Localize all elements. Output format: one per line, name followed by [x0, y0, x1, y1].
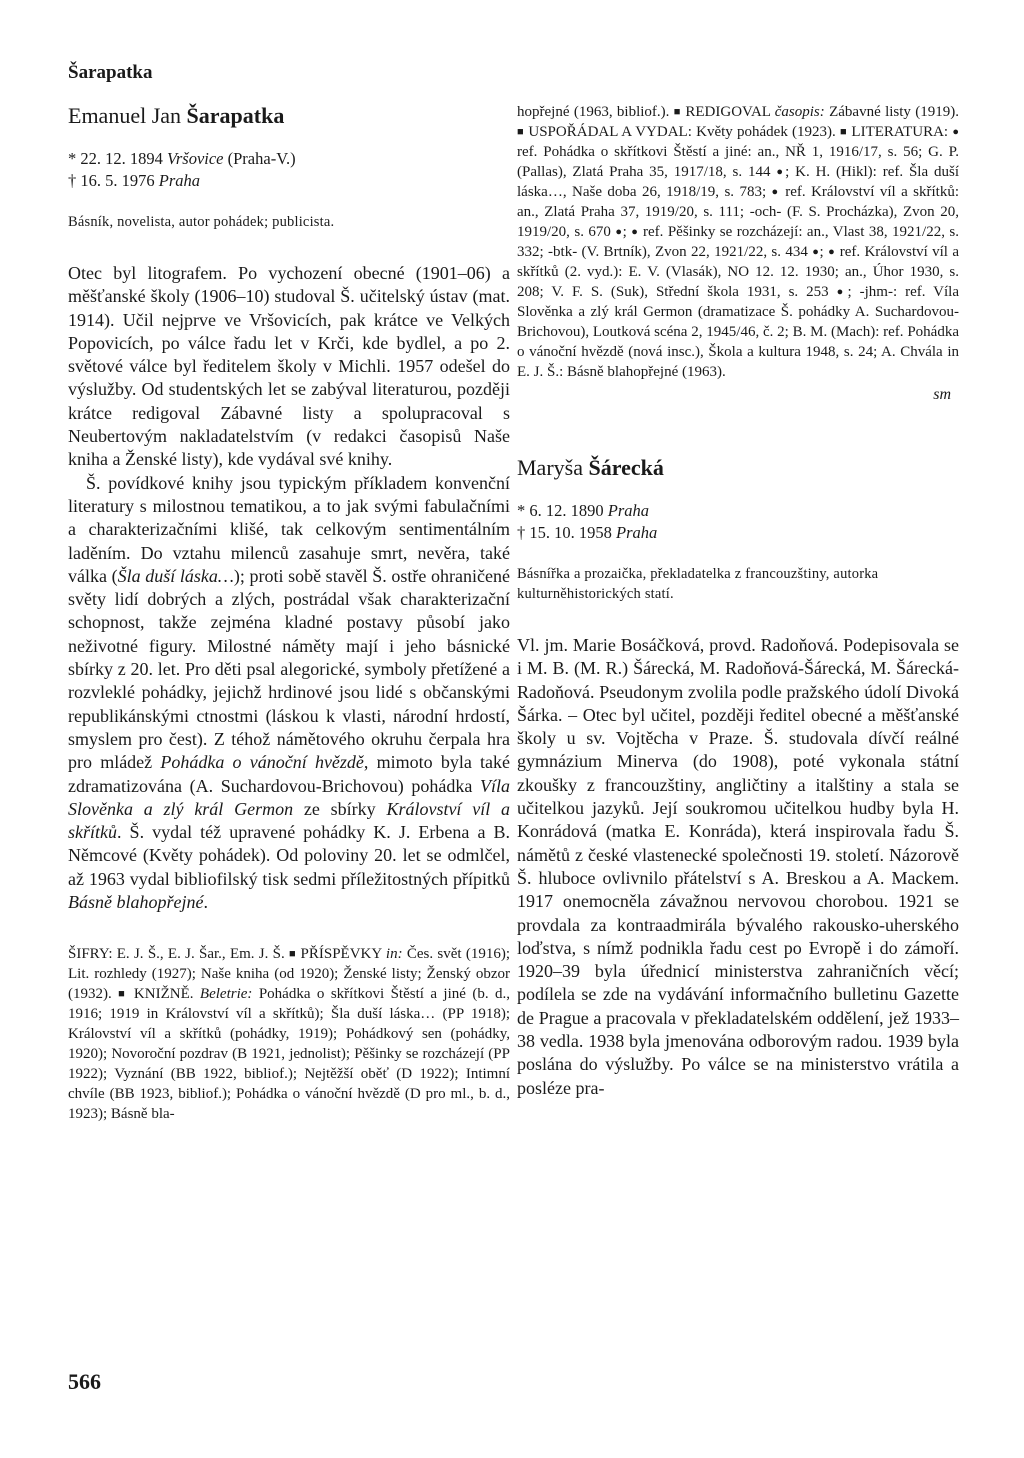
left-column	[68, 102, 510, 1124]
birth-date: * 6. 12. 1890	[517, 501, 608, 520]
entry-first-names: Maryša	[517, 455, 589, 480]
bibliography-continued: hopřejné (1963, bibliof.). ■ REDIGOVAL časopis: Zábavné listy (1919). ■ USPOŘÁDAL A VYDAL: Květy pohádek (1923). ■ LITERATURA: ● ref. Pohádka o skřítkovi Štěstí a jiné: an., NŘ 1, 1916/17, s. 56; G. P. (Pallas), Zlatá Praha 35, 1917/18, s. 144 ●; K. H. (Hikl): ref. Šla duší láska…, Naše doba 26, 1918/19, s. 783; ● ref. Království víl a skřítků: an., Zlatá Praha 37, 1919/20, s. 111; -och- (F. S. Procházka), Zvon 20, 1919/20, s. 670 ●; ● ref. Pěšinky se rozcházejí: an., Vlast 38, 1921/22, s. 332; -btk- (V. Brtník), Zvon 22, 1921/22, s. 434 ●; ● ref. Království víl a skřítků (2. vyd.): E. V. (Vlasák), NO 12. 12. 1930; an., Úhor 1930, s. 208; V. F. S. (Suk), Střední škola 1931, s. 253 ●; -jhm-: ref. Víla Slověnka a zlý král Germon (dramatizace Š. pohádky A. Suchardovou-Brichovou), Loutková scéna 2, 1945/46, č. 2; B. M. (Mach): ref. Pohádka o vánoční hvězdě (nová insc.), Škola a kultura 1948, s. 24; A. Chvála in E. J. Š.: Básně blahopřejné (1963).	[517, 104, 960, 380]
death-place: Praha	[158, 171, 200, 190]
death-date: † 15. 10. 1958	[517, 523, 616, 542]
birth-extra: (Praha-V.)	[223, 149, 296, 168]
entry-subtitle: Básnířka a prozaička, překladatelka z francouzštiny, autorka kulturněhistorických statí.	[517, 566, 879, 602]
separator-square-icon: ■	[118, 988, 128, 1001]
separator-square-icon: ■	[673, 106, 682, 118]
bullet-dot-icon: ●	[776, 166, 786, 178]
entry-heading-sarecka	[517, 454, 959, 482]
entry-first-names: Emanuel Jan	[68, 103, 187, 128]
entry-body	[517, 634, 959, 1100]
death-place: Praha	[616, 523, 658, 542]
page-number: 566	[68, 1369, 101, 1394]
body-paragraph: Vl. jm. Marie Bosáčková, provd. Radoňová. Podepisovala se i M. B. (M. R.) Šárecká, M. Radoňová-Šárecká, M. Šárecká-Radoňová. Pseudonym zvolila podle pražského údolí Divoká Šárka. – Otec byl učitel, později ředitel obecné a měšťanské školy u sv. Vojtěcha v Praze. Š. studovala dívčí reálné gymnázium Minerva (do 1908), poté vykonala státní zkoušky z francouzštiny, angličtiny a italštiny a stala se učitelkou jazyků. Její soukromou učitelkou hudby byla H. Konrádová (matka E. Konráda), která inspirovala řadu Š. námětů z české vlastenecké společnosti 19. století. Názorově Š. hluboce ovlivnilo přátelství s A. Breskou a A. Mackem. 1917 onemocněla závažnou nervovou chorobou. 1921 se provdala za kontraadmirála bývalého rakousko-uherského loďstva, s nímž podnikla řadu cest po Evropě i do zámoří. 1920–39 byla úřednicí ministerstva zahraničních věcí; podílela se zde na vydávání informačního bulletinu Gazette de Prague a pracovala v překladatelském oddělení, jež 1933–38 vedla. 1938 byla jmenována odborovým radou. 1939 byla poslána do výslužby. Po válce se na ministerstvo vrátila a posléze pra-	[517, 635, 959, 1098]
running-head: Šarapatka	[68, 62, 153, 83]
entry-surname: Šarapatka	[186, 103, 285, 128]
bullet-dot-icon: ●	[812, 246, 820, 258]
birth-line	[517, 500, 959, 522]
birth-place: Praha	[607, 501, 649, 520]
death-line	[517, 522, 959, 544]
body-paragraph: Š. povídkové knihy jsou typickým příkladem konvenční literatury s milostnou tematikou, a to jak svými fabulačními a charakterizačními klišé, tak celkovým sentimentálním laděním. Do vztahu milenců zasahuje smrt, nevěra, také válka (Šla duší láska…); proti sobě stavěl Š. ostře ohraničené světy lidí dobrých a zlých, postrádal však charakterizační schopnost, takže zejména kladné postavy působí jako neživotné figury. Milostné náměty mají i jeho básnické sbírky z 20. let. Pro děti psal alegorické, symboly přetížené a rozvleklé pohádky, jejichž hrdinové jsou lidé s občanskými republikánskými ctnostmi (láskou k vlasti, národní hrdostí, smyslem pro čest). Z téhož námětového okruhu čerpala hra pro mládež Pohádka o vánoční hvězdě, mimoto byla také zdramatizována (A. Suchardovou-Brichovou) pohádka Víla Slověnka a zlý král Germon ze sbírky Království víl a skřítků. Š. vydal též upravené pohádky K. J. Erbena a B. Němcové (Květy pohádek). Od poloviny 20. let se odmlčel, až 1963 vydal bibliofilský tisk sedmi příležitostných přípitků Básně blahopřejné.	[68, 472, 510, 913]
separator-square-icon: ■	[517, 126, 525, 138]
birth-place: Vršovice	[167, 149, 224, 168]
bullet-dot-icon: ●	[836, 286, 848, 298]
entry-body	[68, 262, 510, 914]
bullet-dot-icon: ●	[631, 226, 639, 238]
body-paragraph: Otec byl litografem. Po vychození obecné (1901–06) a měšťanské školy (1906–10) studoval Š. učitelský ústav (mat. 1914). Učil nejprve ve Vršovicích, pak krátce ve Velkých Popovicích, po válce řadu let v Krči, kde bydlel, a po 2. světové válce byl ředitelem školy v Michli. 1957 odešel do výslužby. Od studentských let se zabýval literaturou, později krátce redigoval Zábavné listy a spolupracoval s Neubertovým nakladatelstvím (v redakci časopisů Naše kniha a Ženské listy), kde vydával své knihy.	[68, 263, 510, 470]
entry-subtitle: Básník, novelista, autor pohádek; publicista.	[68, 214, 335, 230]
bibliography: ŠIFRY: E. J. Š., E. J. Šar., Em. J. Š. ■ PŘÍSPĚVKY in: Čes. svět (1916); Lit. rozhledy (1927); Naše kniha (od 1920); Ženské listy; Ženský obzor (1932). ■ KNIŽNĚ. Beletrie: Pohádka o skřítkovi Štěstí a jiné (b. d., 1916; 1919 in Království víl a skřítků); Šla duší láska… (PP 1918); Království víl a skřítků (pohádky, 1919); Pohádkový sen (pohádky, 1920); Novoroční pozdrav (B 1921, jednolist); Pěšinky se rozcházejí (PP 1922); Vyznání (BB 1922, bibliof.); Nejtěžší oběť (D 1922); Intimní chvíle (BB 1923, bibliof.); Pohádka o vánoční hvězdě (D pro ml., b. d., 1923); Básně bla-	[68, 946, 510, 1123]
right-column	[517, 102, 959, 1100]
entry-heading-sarapatka	[68, 102, 510, 130]
birth-line	[68, 148, 510, 170]
death-date: † 16. 5. 1976	[68, 171, 159, 190]
death-line	[68, 170, 510, 192]
birth-date: * 22. 12. 1894	[68, 149, 167, 168]
separator-square-icon: ■	[289, 948, 297, 961]
author-signature: sm	[933, 386, 951, 403]
bullet-dot-icon: ●	[771, 186, 780, 198]
entry-surname: Šárecká	[588, 455, 664, 480]
bullet-dot-icon: ●	[952, 126, 959, 138]
bullet-dot-icon: ●	[615, 226, 623, 238]
bullet-dot-icon: ●	[828, 246, 836, 258]
separator-square-icon: ■	[840, 126, 848, 138]
